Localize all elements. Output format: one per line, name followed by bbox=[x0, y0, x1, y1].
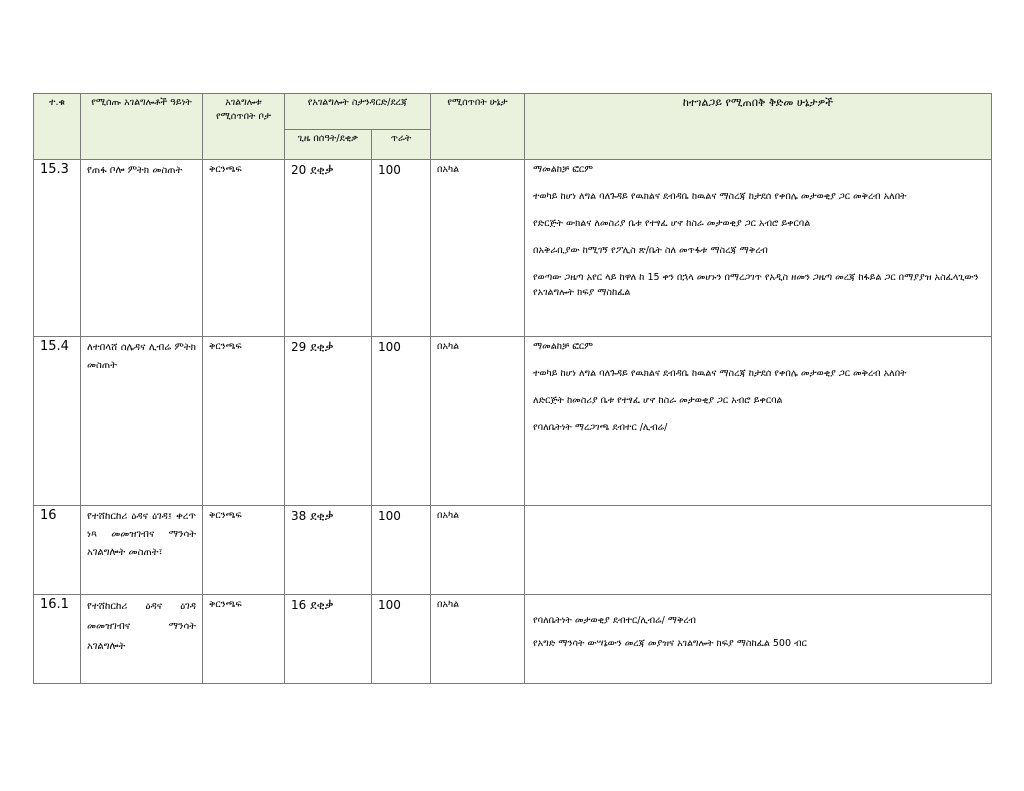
header-delivery-mode: የሚሰጥበት ሁኔታ bbox=[431, 94, 525, 160]
cell-place: ቅርንጫፍ bbox=[203, 595, 285, 684]
cell-mode: በአካል bbox=[431, 595, 525, 684]
cell-prerequisites bbox=[525, 160, 992, 337]
header-prerequisites: ከተገልጋይ የሚጠበቅ ቅድመ ሁኔታዎች bbox=[525, 94, 992, 160]
cell-no: 16 bbox=[34, 506, 81, 595]
cell-place: ቅርንጫፍ bbox=[203, 506, 285, 595]
cell-service: የጠፋ ቦሎ ምትክ መስጠት bbox=[81, 160, 203, 337]
prerequisite-item: ለድርጅት ከመስሪያ ቤቱ የተፃፈ ሆኖ ከስራ መታወቂያ ጋር አብሮ ይቀርባል bbox=[533, 395, 783, 406]
prerequisite-item: የባለቤትነት መታወቂያ ደብተር/ሊብሬ/ ማቅረብ bbox=[533, 615, 696, 626]
cell-time: 38 ደቂቃ bbox=[285, 506, 372, 595]
cell-place: ቅርንጫፍ bbox=[203, 337, 285, 506]
table-row bbox=[34, 160, 992, 337]
cell-quality: 100 bbox=[372, 595, 431, 684]
cell-service: የተሸከርከሪ ዕዳና ዕገዳ፤ ቀረጥ ነጻ መመዝገብና ማንሳት አገልግሎት መስጠት፣ bbox=[81, 506, 203, 595]
cell-no: 15.3 bbox=[34, 160, 81, 337]
cell-quality: 100 bbox=[372, 160, 431, 337]
prerequisite-item: በአቅራቢያው ከሚገኝ የፖሊስ ጽ/ቤት ስለ መጥፋቱ ማስረጃ ማቅረብ bbox=[533, 245, 768, 256]
cell-time: 29 ደቂቃ bbox=[285, 337, 372, 506]
table-row bbox=[34, 506, 992, 595]
cell-mode: በአካል bbox=[431, 337, 525, 506]
prerequisite-item: ተወካይ ከሆነ ለግል ባለጉዳይ የዉክልና ደብዳቤ ከዉልና ማስረጃ ከታደሰ የቀበሌ መታወቂያ ጋር መቅረብ አለበት bbox=[533, 191, 907, 202]
cell-quality: 100 bbox=[372, 506, 431, 595]
header-service-type: የሚሰጡ አገልግሎቶች ዓይነት bbox=[81, 94, 203, 160]
header-time: ጊዜ በሰዓት/ደቂቃ bbox=[285, 130, 372, 160]
prerequisite-item: የአግድ ማንሳት ውሣኔውን መረጃ መያዝና አገልግሎት ክፍያ ማስከፈል 500 ብር bbox=[533, 638, 807, 649]
cell-service: ለተበላሸ ሰሌዳና ሊብሬ ምትክ መስጠት bbox=[81, 337, 203, 506]
cell-mode: በአካል bbox=[431, 160, 525, 337]
prerequisite-item: የባለቤትነት ማረጋገጫ ደብተር /ሊብሬ/ bbox=[533, 422, 668, 433]
cell-time: 20 ደቂቃ bbox=[285, 160, 372, 337]
header-service-place: አገልግሎቱ የሚሰጥበት ቦታ bbox=[203, 94, 285, 160]
prerequisite-item: ማመልከቻ ፎርም bbox=[533, 164, 594, 175]
header-no: ተ.ቁ bbox=[34, 94, 81, 160]
cell-quality: 100 bbox=[372, 337, 431, 506]
cell-no: 16.1 bbox=[34, 595, 81, 684]
cell-mode: በአካል bbox=[431, 506, 525, 595]
prerequisite-item: የድርጅት ውክልና ለመስሪያ ቤቱ የተፃፈ ሆኖ ከስራ መታወቂያ ጋር አብሮ ይቀርባል bbox=[533, 218, 811, 229]
header-quality: ጥራት bbox=[372, 130, 431, 160]
cell-place: ቅርንጫፍ bbox=[203, 160, 285, 337]
cell-time: 16 ደቂቃ bbox=[285, 595, 372, 684]
table-row bbox=[34, 595, 992, 684]
service-standard-table bbox=[33, 93, 992, 684]
header-standard: የአገልግሎት ስታንዳርድ/ደረጃ bbox=[285, 94, 431, 130]
table-row bbox=[34, 337, 992, 506]
prerequisite-item: የወጣው ጋዜጣ አየር ላይ ከዋለ ከ 15 ቀን በኋላ መሆኑን በማረጋገጥ የአዲስ ዘመን ጋዜጣ መረጃ ከፋይል ጋር በማያያዝ አስፈላጊውን የአገልግሎት ክፍያ ማስከፈል bbox=[533, 272, 979, 298]
cell-prerequisites bbox=[525, 595, 992, 684]
prerequisite-item: ማመልከቻ ፎርም bbox=[533, 341, 594, 352]
prerequisite-item: ተወካይ ከሆነ ለግል ባለጉዳይ የዉክልና ደብዳቤ ከዉልና ማስረጃ ከታደሰ የቀበሌ መታወቂያ ጋር መቅረብ አለበት bbox=[533, 368, 907, 379]
cell-no: 15.4 bbox=[34, 337, 81, 506]
cell-service: የተሸከርከሪ ዕዳና ዕገዳ መመዝገብና ማንሳት አገልግሎት bbox=[81, 595, 203, 684]
cell-prerequisites bbox=[525, 506, 992, 595]
cell-prerequisites bbox=[525, 337, 992, 506]
